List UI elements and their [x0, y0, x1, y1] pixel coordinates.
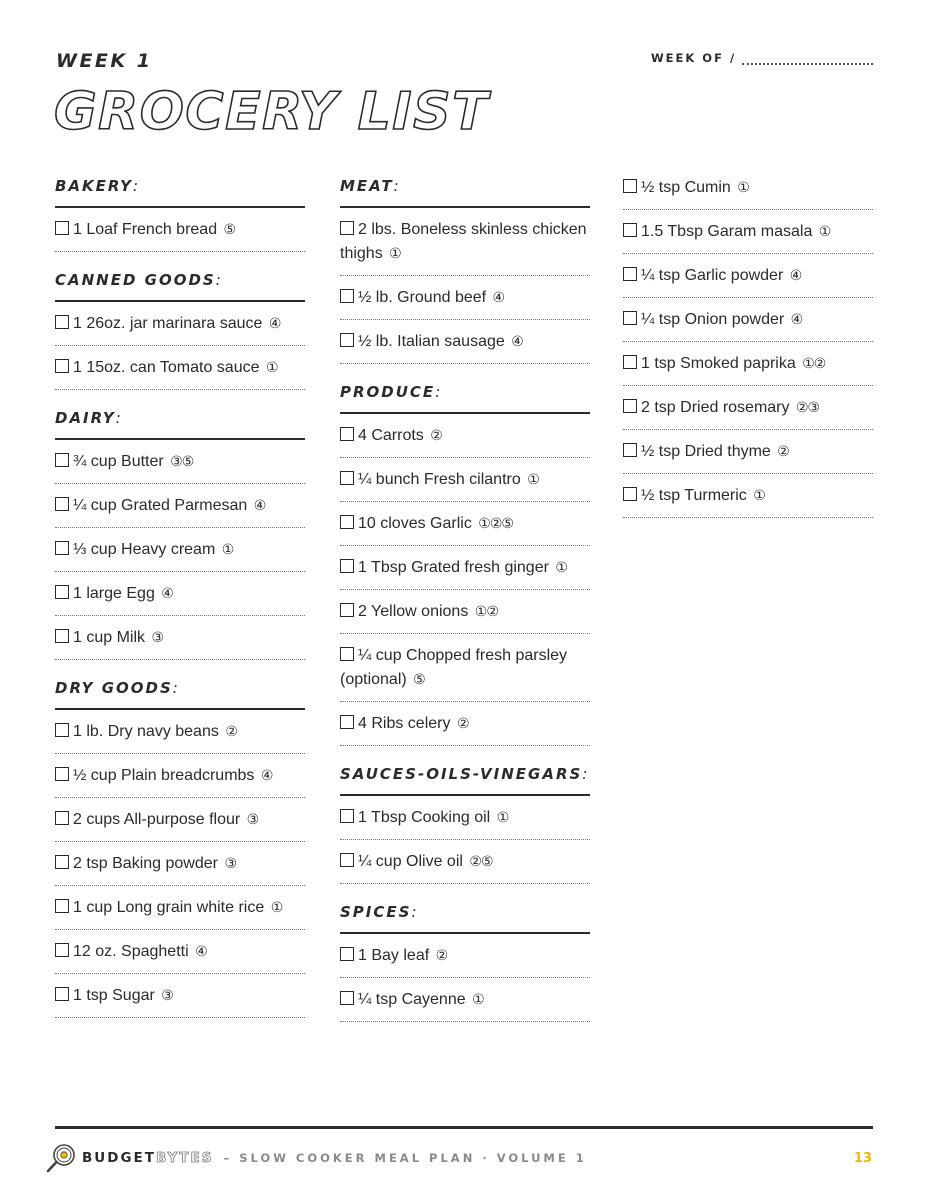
grocery-item-text: ¼ cup Olive oil: [358, 853, 463, 870]
grocery-item-text: 1 Bay leaf: [358, 947, 430, 964]
grocery-item-text: 1 Loaf French bread: [73, 221, 218, 238]
section-title: BAKERY: [55, 177, 133, 195]
grocery-item-text: 1.5 Tbsp Garam masala: [641, 223, 813, 240]
grocery-item[interactable]: [55, 798, 305, 842]
grocery-column-1: [55, 170, 305, 1018]
section-title: SPICES: [340, 903, 412, 921]
section-title: DAIRY: [55, 409, 116, 427]
grocery-item-text: 10 cloves Garlic: [358, 515, 472, 532]
grocery-item-text: ¼ bunch Fresh cilantro: [358, 471, 521, 488]
grocery-item[interactable]: [623, 254, 873, 298]
recipe-number-badges: ⑤: [413, 672, 425, 688]
recipe-number-badges: ①: [753, 488, 765, 504]
section-heading: [340, 758, 590, 796]
recipe-number-badges: ①②: [802, 356, 826, 372]
grocery-item[interactable]: [340, 634, 590, 702]
checkbox-icon[interactable]: [55, 315, 69, 329]
grocery-item-text: ½ tsp Turmeric: [641, 487, 747, 504]
checkbox-icon[interactable]: [340, 559, 354, 573]
checkbox-icon[interactable]: [55, 497, 69, 511]
grocery-item[interactable]: [55, 616, 305, 660]
grocery-item-text: 1 26oz. jar marinara sauce: [73, 315, 263, 332]
recipe-number-badges: ①②: [474, 604, 498, 620]
recipe-number-badges: ④: [260, 768, 273, 784]
recipe-number-badges: ①: [496, 810, 509, 826]
checkbox-icon[interactable]: [55, 943, 69, 957]
checkbox-icon[interactable]: [55, 899, 69, 913]
checkbox-icon[interactable]: [340, 853, 354, 867]
recipe-number-badges: ②: [430, 428, 442, 444]
recipe-number-badges: ①: [737, 180, 749, 196]
week-label: WEEK 1: [56, 50, 153, 72]
grocery-item-text: 1 lb. Dry navy beans: [73, 723, 219, 740]
checkbox-icon[interactable]: [340, 333, 354, 347]
checkbox-icon[interactable]: [623, 179, 637, 193]
checkbox-icon[interactable]: [55, 855, 69, 869]
grocery-item-text: 4 Ribs celery: [358, 715, 451, 732]
brand-name-budget: BUDGET: [82, 1150, 156, 1166]
recipe-number-badges: ①: [527, 472, 539, 488]
recipe-number-badges: ②: [456, 716, 469, 732]
recipe-number-badges: ③: [224, 856, 236, 872]
recipe-number-badges: ③: [246, 812, 259, 828]
recipe-number-badges: ②: [777, 444, 789, 460]
checkbox-icon[interactable]: [55, 723, 69, 737]
grocery-item-text: 1 Tbsp Grated fresh ginger: [358, 559, 549, 576]
grocery-column-2: [340, 170, 590, 1022]
checkbox-icon[interactable]: [340, 947, 354, 961]
recipe-number-badges: ④: [195, 944, 207, 960]
recipe-number-badges: ④: [790, 312, 803, 328]
grocery-item[interactable]: [340, 458, 590, 502]
recipe-number-badges: ①②⑤: [478, 516, 513, 532]
grocery-column-3: [623, 166, 873, 518]
section-heading: [340, 376, 590, 414]
grocery-item-text: 1 cup Long grain white rice: [73, 899, 265, 916]
section-colon: :: [172, 679, 180, 697]
grocery-item[interactable]: [623, 386, 873, 430]
section-colon: :: [132, 177, 141, 195]
section-spacer: [55, 252, 305, 264]
grocery-item[interactable]: [623, 474, 873, 518]
grocery-item-text: ¼ tsp Garlic powder: [641, 267, 784, 284]
checkbox-icon[interactable]: [340, 515, 354, 529]
recipe-number-badges: ①: [270, 900, 283, 916]
checkbox-icon[interactable]: [623, 223, 637, 237]
checkbox-icon[interactable]: [623, 399, 637, 413]
section-heading: [55, 672, 305, 710]
section-spacer: [55, 390, 305, 402]
recipe-number-badges: ①: [221, 542, 234, 558]
recipe-number-badges: ①: [555, 560, 567, 576]
section-colon: :: [435, 383, 443, 401]
checkbox-icon[interactable]: [55, 629, 69, 643]
grocery-item-text: 2 lbs. Boneless skinless chicken thighs: [340, 221, 587, 262]
grocery-item-text: 2 cups All-purpose flour: [73, 811, 241, 828]
recipe-number-badges: ④: [492, 290, 505, 306]
grocery-item-text: ¾ cup Butter: [73, 453, 164, 470]
grocery-item[interactable]: [623, 210, 873, 254]
section-title: SAUCES-OILS-VINEGARS: [340, 765, 583, 783]
week-of-label: WEEK OF /: [651, 51, 737, 65]
grocery-item[interactable]: [55, 930, 305, 974]
week-of-blank-line[interactable]: [742, 55, 873, 65]
recipe-number-badges: ③⑤: [170, 454, 194, 470]
grocery-item[interactable]: [340, 934, 590, 978]
section-title: PRODUCE: [340, 383, 436, 401]
checkbox-icon[interactable]: [340, 603, 354, 617]
grocery-item-text: ½ tsp Cumin: [641, 179, 731, 196]
section-heading: [55, 264, 305, 302]
grocery-item[interactable]: [55, 346, 305, 390]
grocery-item[interactable]: [340, 414, 590, 458]
recipe-number-badges: ②: [435, 948, 448, 964]
grocery-item[interactable]: [55, 302, 305, 346]
checkbox-icon[interactable]: [623, 487, 637, 501]
grocery-item[interactable]: [340, 590, 590, 634]
grocery-item[interactable]: [340, 978, 590, 1022]
page-number: 13: [853, 1150, 872, 1166]
recipe-number-badges: ②: [225, 724, 237, 740]
grocery-item[interactable]: [340, 502, 590, 546]
checkbox-icon[interactable]: [55, 221, 69, 235]
grocery-item[interactable]: [55, 710, 305, 754]
recipe-number-badges: ①: [818, 224, 831, 240]
grocery-item[interactable]: [340, 840, 590, 884]
checkbox-icon[interactable]: [55, 453, 69, 467]
section-heading: [55, 402, 305, 440]
grocery-item-text: ½ cup Plain breadcrumbs: [73, 767, 255, 784]
checkbox-icon[interactable]: [623, 443, 637, 457]
checkbox-icon[interactable]: [55, 541, 69, 555]
grocery-item[interactable]: [623, 430, 873, 474]
recipe-number-badges: ①: [265, 360, 278, 376]
section-title: CANNED GOODS: [55, 271, 216, 289]
section-heading: [55, 170, 305, 208]
grocery-item-text: 4 Carrots: [358, 427, 424, 444]
grocery-item[interactable]: [340, 702, 590, 746]
grocery-item-text: ½ lb. Italian sausage: [358, 333, 505, 350]
recipe-number-badges: ①: [389, 246, 401, 262]
grocery-item-text: ⅓ cup Heavy cream: [73, 541, 216, 558]
grocery-item-text: 1 15oz. can Tomato sauce: [73, 359, 260, 376]
recipe-number-badges: ⑤: [223, 222, 236, 238]
recipe-number-badges: ④: [789, 268, 802, 284]
brand-name-bytes: BYTES: [155, 1150, 214, 1166]
grocery-item-text: ¼ tsp Onion powder: [641, 311, 785, 328]
grocery-item-text: 2 tsp Baking powder: [73, 855, 218, 872]
grocery-item-text: ¼ tsp Cayenne: [358, 991, 466, 1008]
checkbox-icon[interactable]: [340, 809, 354, 823]
grocery-item-text: 1 tsp Sugar: [73, 987, 155, 1004]
checkbox-icon[interactable]: [55, 767, 69, 781]
checkbox-icon[interactable]: [55, 585, 69, 599]
section-colon: :: [393, 177, 401, 195]
grocery-item-text: ¼ cup Grated Parmesan: [73, 497, 248, 514]
grocery-item-text: 1 tsp Smoked paprika: [641, 355, 796, 372]
grocery-item[interactable]: [55, 528, 305, 572]
recipe-number-badges: ④: [253, 498, 266, 514]
grocery-item-text: 1 Tbsp Cooking oil: [358, 809, 491, 826]
section-heading: [340, 896, 590, 934]
recipe-number-badges: ①: [472, 992, 484, 1008]
grocery-item[interactable]: [55, 842, 305, 886]
section-spacer: [340, 364, 590, 376]
recipe-number-badges: ②⑤: [469, 854, 493, 870]
grocery-item[interactable]: [340, 796, 590, 840]
recipe-number-badges: ④: [268, 316, 281, 332]
recipe-number-badges: ②③: [795, 400, 820, 416]
grocery-item[interactable]: [340, 276, 590, 320]
recipe-number-badges: ④: [511, 334, 523, 350]
grocery-item-text: ¼ cup Chopped fresh parsley (optional): [340, 647, 568, 688]
checkbox-icon[interactable]: [340, 471, 354, 485]
section-heading: [340, 170, 590, 208]
grocery-item[interactable]: [623, 298, 873, 342]
grocery-item[interactable]: [55, 484, 305, 528]
skillet-egg-logo-icon: [44, 1142, 78, 1174]
section-colon: :: [215, 271, 223, 289]
footer-divider: [55, 1126, 873, 1129]
checkbox-icon[interactable]: [55, 811, 69, 825]
checkbox-icon[interactable]: [340, 715, 354, 729]
checkbox-icon[interactable]: [340, 289, 354, 303]
checkbox-icon[interactable]: [623, 267, 637, 281]
page-footer: [44, 1142, 874, 1174]
recipe-number-badges: ④: [161, 586, 173, 602]
grocery-item-text: 12 oz. Spaghetti: [73, 943, 189, 960]
checkbox-icon[interactable]: [55, 359, 69, 373]
section-spacer: [340, 884, 590, 896]
grocery-item[interactable]: [340, 208, 590, 276]
grocery-item[interactable]: [623, 166, 873, 210]
grocery-item-text: 2 Yellow onions: [358, 603, 469, 620]
section-colon: :: [115, 409, 123, 427]
grocery-item[interactable]: [623, 342, 873, 386]
recipe-number-badges: ③: [151, 630, 164, 646]
grocery-item-text: 1 large Egg: [73, 585, 155, 602]
grocery-item[interactable]: [55, 440, 305, 484]
grocery-item-text: ½ tsp Dried thyme: [641, 443, 771, 460]
grocery-item[interactable]: [55, 974, 305, 1018]
checkbox-icon[interactable]: [340, 427, 354, 441]
checkbox-icon[interactable]: [623, 355, 637, 369]
grocery-item[interactable]: [55, 886, 305, 930]
recipe-number-badges: ③: [161, 988, 173, 1004]
section-spacer: [340, 746, 590, 758]
grocery-item-text: ½ lb. Ground beef: [358, 289, 487, 306]
grocery-item[interactable]: [55, 572, 305, 616]
checkbox-icon[interactable]: [340, 221, 354, 235]
checkbox-icon[interactable]: [340, 991, 354, 1005]
grocery-item-text: 1 cup Milk: [73, 629, 146, 646]
week-of-field[interactable]: [651, 51, 873, 65]
checkbox-icon[interactable]: [340, 647, 354, 661]
section-colon: :: [582, 765, 590, 783]
grocery-item[interactable]: [55, 754, 305, 798]
section-title: MEAT: [340, 177, 394, 195]
grocery-item[interactable]: [55, 208, 305, 252]
checkbox-icon[interactable]: [623, 311, 637, 325]
page-title: GROCERY LIST: [54, 82, 490, 142]
checkbox-icon[interactable]: [55, 987, 69, 1001]
footer-subtitle: – SLOW COOKER MEAL PLAN · VOLUME 1: [223, 1151, 587, 1165]
grocery-item[interactable]: [340, 320, 590, 364]
section-spacer: [55, 660, 305, 672]
section-title: DRY GOODS: [55, 679, 173, 697]
grocery-item[interactable]: [340, 546, 590, 590]
section-colon: :: [411, 903, 419, 921]
grocery-item-text: 2 tsp Dried rosemary: [641, 399, 790, 416]
